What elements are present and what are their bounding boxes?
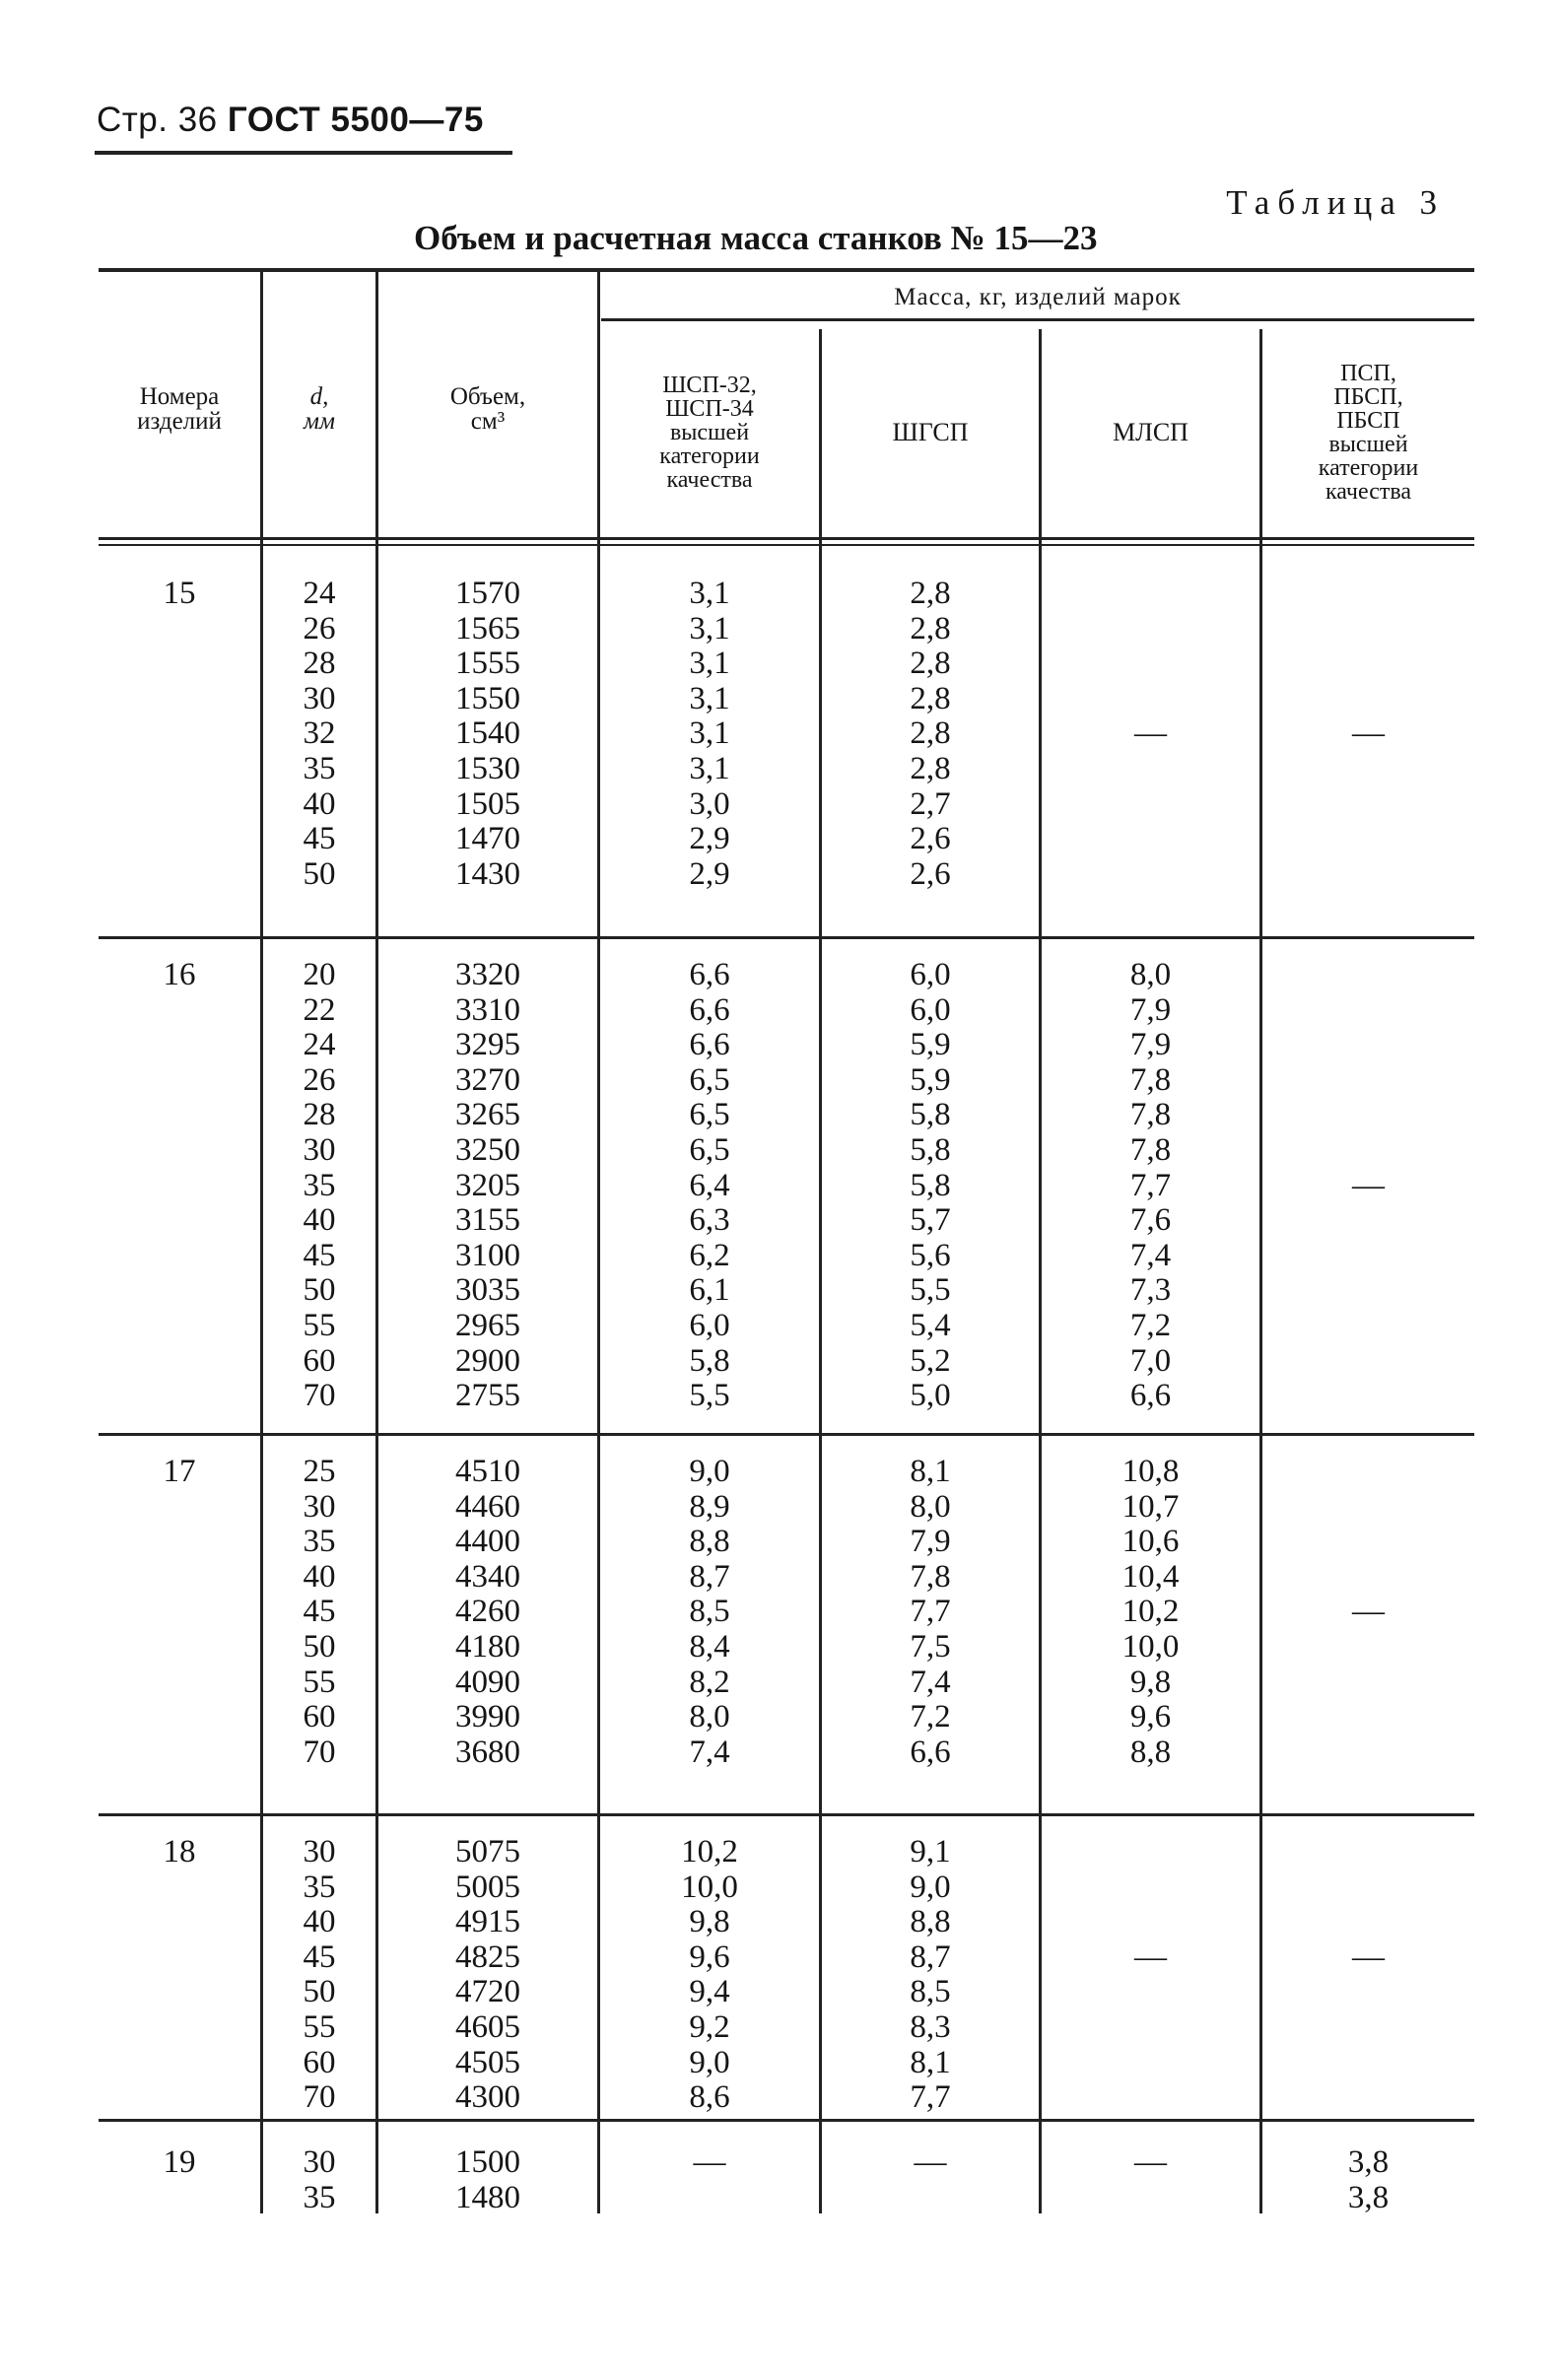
empty-dash: — xyxy=(1352,1594,1385,1630)
table-cell: 6,0 xyxy=(689,1307,730,1343)
table-cell: 10,8 xyxy=(1121,1454,1180,1489)
table-cell: 55 xyxy=(303,1664,336,1700)
table-cell: 8,0 xyxy=(1129,957,1172,992)
table-cell: 8,5 xyxy=(910,1974,951,2010)
table-cell: 6,6 xyxy=(689,957,730,992)
group-number: 19 xyxy=(163,2144,196,2180)
table-cell: 6,6 xyxy=(689,1027,730,1063)
table-cell: 3100 xyxy=(455,1237,520,1273)
table-cell: 7,8 xyxy=(1129,1131,1172,1168)
table-cell: 5075 xyxy=(455,1834,520,1870)
table-cell: 8,1 xyxy=(910,2044,951,2080)
table-cell: 10,2 xyxy=(681,1834,738,1870)
table-cell: 25 xyxy=(303,1454,336,1489)
table-cell: 30 xyxy=(303,1834,336,1870)
column-d xyxy=(263,958,375,1414)
table-cell: 5,5 xyxy=(689,1378,730,1414)
table-cell: 2900 xyxy=(455,1342,520,1379)
table-cell: 26 xyxy=(303,610,336,646)
table-cell: 2,8 xyxy=(910,750,951,786)
table-cell: 30 xyxy=(303,680,336,716)
table-cell: 1470 xyxy=(455,821,520,857)
header-psp: ПСП, ПБСП, ПБСП высшей категории качества xyxy=(1318,361,1419,505)
table-cell: 3990 xyxy=(455,1699,520,1735)
page-number: Стр. 36 xyxy=(97,101,218,139)
header-mass-group: Масса, кг, изделий марок xyxy=(894,283,1182,310)
table-cell: 1540 xyxy=(455,715,520,752)
table-cell: 35 xyxy=(303,1869,336,1905)
empty-dash: — xyxy=(693,2144,726,2180)
table-cell: 6,6 xyxy=(1129,1378,1172,1414)
group-separator xyxy=(99,1813,1474,1816)
table-cell: 9,0 xyxy=(689,2044,730,2080)
table-cell: 8,6 xyxy=(689,2079,730,2116)
table-cell: 9,8 xyxy=(1129,1664,1172,1700)
table-cell: 5,0 xyxy=(910,1378,951,1414)
table-cell: 10,0 xyxy=(681,1869,738,1905)
table-cell: 8,1 xyxy=(910,1454,951,1489)
header-rule xyxy=(95,151,512,155)
table-cell: 3320 xyxy=(455,957,520,992)
table-cell: 7,9 xyxy=(1129,1027,1172,1063)
table-cell: 4400 xyxy=(455,1524,520,1560)
table-cell: 1530 xyxy=(455,750,520,786)
table-cell: 7,2 xyxy=(1129,1307,1172,1343)
table-cell: 30 xyxy=(303,2144,336,2180)
table-cell: 9,0 xyxy=(689,1454,730,1489)
table-cell: 7,3 xyxy=(1129,1272,1172,1309)
header-number: Номера изделий xyxy=(137,383,222,435)
table-cell: 2,8 xyxy=(910,576,951,611)
table-cell: 4915 xyxy=(455,1904,520,1940)
table-cell: 2,7 xyxy=(910,785,951,822)
table-cell: 60 xyxy=(303,1342,336,1379)
table-cell: 24 xyxy=(303,1027,336,1063)
table-cell: 70 xyxy=(303,1378,336,1414)
column-volume xyxy=(378,958,597,1414)
table-cell: 35 xyxy=(303,1167,336,1203)
header-shsp: ШСП-32, ШСП-34 высшей категории качества xyxy=(659,373,760,493)
table-title: Объем и расчетная масса станков № 15—23 xyxy=(414,219,1098,257)
group-number: 16 xyxy=(163,957,196,992)
table-cell: 6,2 xyxy=(689,1237,730,1273)
table-cell: 4340 xyxy=(455,1558,520,1595)
table-cell: 5,7 xyxy=(910,1202,951,1239)
table-cell: 7,7 xyxy=(910,1594,951,1630)
table-cell: 10,2 xyxy=(1121,1594,1180,1630)
table-cell: 2755 xyxy=(455,1378,520,1414)
table-cell: 5,9 xyxy=(910,1027,951,1063)
table-cell: 1505 xyxy=(455,785,520,822)
table-cell: 7,4 xyxy=(689,1734,730,1770)
table-cell: 45 xyxy=(303,1938,336,1975)
table-cell: 30 xyxy=(303,1131,336,1168)
header-bottom-rule xyxy=(99,537,1474,540)
table-cell: 40 xyxy=(303,785,336,822)
table-cell: 3,0 xyxy=(689,785,730,822)
table-cell: 8,2 xyxy=(689,1664,730,1700)
table-cell: 8,7 xyxy=(910,1938,951,1975)
empty-dash: — xyxy=(914,2144,947,2180)
table-cell: 10,4 xyxy=(1121,1558,1180,1595)
table-cell: 1550 xyxy=(455,680,520,716)
table-cell: 3,1 xyxy=(689,715,730,752)
table-cell: 8,8 xyxy=(689,1524,730,1560)
table-cell: 6,5 xyxy=(689,1097,730,1133)
table-cell: 40 xyxy=(303,1904,336,1940)
table-cell: 3295 xyxy=(455,1027,520,1063)
table-cell: 3265 xyxy=(455,1097,520,1133)
column-d xyxy=(263,1835,375,2116)
table-cell: 9,0 xyxy=(910,1869,951,1905)
table-cell: 50 xyxy=(303,1628,336,1665)
table-cell: 4720 xyxy=(455,1974,520,2010)
table-cell: 70 xyxy=(303,2079,336,2116)
table-cell: 24 xyxy=(303,576,336,611)
table-cell: 10,6 xyxy=(1121,1524,1180,1560)
table-cell: 5,8 xyxy=(910,1097,951,1133)
column-shgsp xyxy=(822,577,1039,892)
empty-dash: — xyxy=(1134,2144,1167,2180)
table-cell: 7,4 xyxy=(910,1664,951,1700)
header-mlsp: МЛСП xyxy=(1113,418,1189,446)
table-cell: 10,7 xyxy=(1121,1488,1180,1525)
col-rule-6 xyxy=(1259,329,1262,2213)
table-cell: 1565 xyxy=(455,610,520,646)
table-cell: 1430 xyxy=(455,855,520,892)
table-cell: 4180 xyxy=(455,1628,520,1665)
empty-dash: — xyxy=(1352,715,1385,752)
table-cell: 5,4 xyxy=(910,1307,951,1343)
table-cell: 26 xyxy=(303,1061,336,1098)
table-cell: 40 xyxy=(303,1558,336,1595)
table-cell: 4300 xyxy=(455,2079,520,2116)
table-cell: 5,8 xyxy=(910,1167,951,1203)
table-cell: 8,0 xyxy=(689,1699,730,1735)
header-bottom-rule-2 xyxy=(99,544,1474,546)
table-cell: 8,3 xyxy=(910,2008,951,2045)
table-cell: 7,2 xyxy=(910,1699,951,1735)
table-cell: 1500 xyxy=(455,2144,520,2180)
table-cell: 8,9 xyxy=(689,1488,730,1525)
table-cell: 60 xyxy=(303,1699,336,1735)
table-cell: 3680 xyxy=(455,1734,520,1770)
table-cell: 7,8 xyxy=(910,1558,951,1595)
table-cell: 3270 xyxy=(455,1061,520,1098)
column-volume xyxy=(378,1455,597,1770)
table-cell: 4605 xyxy=(455,2008,520,2045)
table-cell: 2,6 xyxy=(910,855,951,892)
table-cell: 3,1 xyxy=(689,576,730,611)
column-d xyxy=(263,2145,375,2215)
table-cell: 30 xyxy=(303,1488,336,1525)
table-cell: 7,0 xyxy=(1129,1342,1172,1379)
group-number: 15 xyxy=(163,576,196,611)
table-cell: 6,1 xyxy=(689,1272,730,1309)
header-volume: Объем, см³ xyxy=(449,383,526,435)
table-cell: 50 xyxy=(303,1974,336,2010)
table-cell: 50 xyxy=(303,1272,336,1309)
table-cell: 28 xyxy=(303,646,336,682)
empty-dash: — xyxy=(1352,1938,1385,1975)
table-cell: 2,8 xyxy=(910,646,951,682)
table-cell: 6,6 xyxy=(910,1734,951,1770)
table-cell: 4825 xyxy=(455,1938,520,1975)
header-d: d, мм xyxy=(304,383,335,435)
table-cell: 7,6 xyxy=(1129,1202,1172,1239)
column-shsp xyxy=(600,577,819,892)
table-cell: 1570 xyxy=(455,576,520,611)
table-cell: 3155 xyxy=(455,1202,520,1239)
group-separator xyxy=(99,1433,1474,1436)
table-cell: 55 xyxy=(303,2008,336,2045)
table-top-rule xyxy=(99,268,1474,272)
table-cell: 3,1 xyxy=(689,680,730,716)
table-cell: 50 xyxy=(303,855,336,892)
table-cell: 3250 xyxy=(455,1131,520,1168)
table-cell: 35 xyxy=(303,1524,336,1560)
table-cell: 4260 xyxy=(455,1594,520,1630)
table-cell: 7,5 xyxy=(910,1628,951,1665)
group-separator xyxy=(99,2119,1474,2122)
table-cell: 45 xyxy=(303,821,336,857)
table-cell: 2,9 xyxy=(689,821,730,857)
table-cell: 35 xyxy=(303,2179,336,2215)
table-cell: 5,2 xyxy=(910,1342,951,1379)
table-cell: 7,7 xyxy=(1129,1167,1172,1203)
table-cell: 8,8 xyxy=(1129,1734,1172,1770)
table-cell: 5,5 xyxy=(910,1272,951,1309)
table-cell: 10,0 xyxy=(1121,1628,1180,1665)
standard-code: ГОСТ 5500—75 xyxy=(227,101,484,139)
table-cell: 8,5 xyxy=(689,1594,730,1630)
table-cell: 8,4 xyxy=(689,1628,730,1665)
table-cell: 8,8 xyxy=(910,1904,951,1940)
table-cell: 6,5 xyxy=(689,1061,730,1098)
table-cell: 2965 xyxy=(455,1307,520,1343)
column-shsp xyxy=(600,1455,819,1770)
table-cell: 7,7 xyxy=(910,2079,951,2116)
table-cell: 4510 xyxy=(455,1454,520,1489)
table-cell: 60 xyxy=(303,2044,336,2080)
column-shgsp xyxy=(822,958,1039,1414)
table-cell: 5005 xyxy=(455,1869,520,1905)
table-cell: 2,8 xyxy=(910,715,951,752)
table-cell: 22 xyxy=(303,991,336,1028)
table-cell: 55 xyxy=(303,1307,336,1343)
table-cell: 7,9 xyxy=(910,1524,951,1560)
table-cell: 20 xyxy=(303,957,336,992)
empty-dash: — xyxy=(1134,715,1167,752)
header-shgsp: ШГСП xyxy=(892,418,969,446)
empty-dash: — xyxy=(1134,1938,1167,1975)
column-shsp xyxy=(600,958,819,1414)
column-d xyxy=(263,1455,375,1770)
table-cell: 45 xyxy=(303,1237,336,1273)
table-cell: 2,9 xyxy=(689,855,730,892)
table-cell: 40 xyxy=(303,1202,336,1239)
group-number: 18 xyxy=(163,1834,196,1870)
table-cell: 9,1 xyxy=(910,1834,951,1870)
table-cell: 7,4 xyxy=(1129,1237,1172,1273)
mass-group-rule xyxy=(601,318,1474,321)
table-cell: 5,8 xyxy=(689,1342,730,1379)
table-cell: 28 xyxy=(303,1097,336,1133)
table-cell: 9,6 xyxy=(689,1938,730,1975)
page-header xyxy=(97,101,484,140)
column-psp xyxy=(1262,2145,1474,2215)
table-cell: 3035 xyxy=(455,1272,520,1309)
column-d xyxy=(263,577,375,892)
table-cell: 1555 xyxy=(455,646,520,682)
table-cell: 9,4 xyxy=(689,1974,730,2010)
column-volume xyxy=(378,1835,597,2116)
table-cell: 3,1 xyxy=(689,646,730,682)
table-cell: 3310 xyxy=(455,991,520,1028)
table-cell: 6,4 xyxy=(689,1167,730,1203)
table-cell: 5,8 xyxy=(910,1131,951,1168)
table-cell: 7,8 xyxy=(1129,1061,1172,1098)
table-cell: 3,1 xyxy=(689,610,730,646)
column-shsp xyxy=(600,1835,819,2116)
table-cell: 1480 xyxy=(455,2179,520,2215)
column-volume xyxy=(378,2145,597,2215)
table-cell: 45 xyxy=(303,1594,336,1630)
column-mlsp xyxy=(1042,1455,1259,1770)
table-cell: 4090 xyxy=(455,1664,520,1700)
table-cell: 32 xyxy=(303,715,336,752)
table-cell: 7,8 xyxy=(1129,1097,1172,1133)
table-cell: 3,8 xyxy=(1347,2144,1390,2180)
empty-dash: — xyxy=(1352,1167,1385,1203)
table-cell: 7,9 xyxy=(1129,991,1172,1028)
column-shgsp xyxy=(822,1835,1039,2116)
table-cell: 6,5 xyxy=(689,1131,730,1168)
table-cell: 4460 xyxy=(455,1488,520,1525)
table-cell: 3,1 xyxy=(689,750,730,786)
table-cell: 6,3 xyxy=(689,1202,730,1239)
table-cell: 9,6 xyxy=(1129,1699,1172,1735)
table-cell: 8,0 xyxy=(910,1488,951,1525)
group-number: 17 xyxy=(163,1454,196,1489)
table-cell: 3205 xyxy=(455,1167,520,1203)
table-cell: 3,8 xyxy=(1347,2179,1390,2215)
group-separator xyxy=(99,936,1474,939)
table-cell: 4505 xyxy=(455,2044,520,2080)
table-cell: 6,6 xyxy=(689,991,730,1028)
table-cell: 6,0 xyxy=(910,957,951,992)
table-cell: 9,8 xyxy=(689,1904,730,1940)
table-cell: 5,6 xyxy=(910,1237,951,1273)
table-caption: Таблица 3 xyxy=(1226,183,1445,222)
table-cell: 9,2 xyxy=(689,2008,730,2045)
table-cell: 35 xyxy=(303,750,336,786)
table-cell: 70 xyxy=(303,1734,336,1770)
table-cell: 2,8 xyxy=(910,610,951,646)
table-cell: 5,9 xyxy=(910,1061,951,1098)
table-cell: 6,0 xyxy=(910,991,951,1028)
column-shgsp xyxy=(822,1455,1039,1770)
column-volume xyxy=(378,577,597,892)
column-mlsp xyxy=(1042,958,1259,1414)
table-cell: 2,8 xyxy=(910,680,951,716)
table-cell: 8,7 xyxy=(689,1558,730,1595)
table-cell: 2,6 xyxy=(910,821,951,857)
